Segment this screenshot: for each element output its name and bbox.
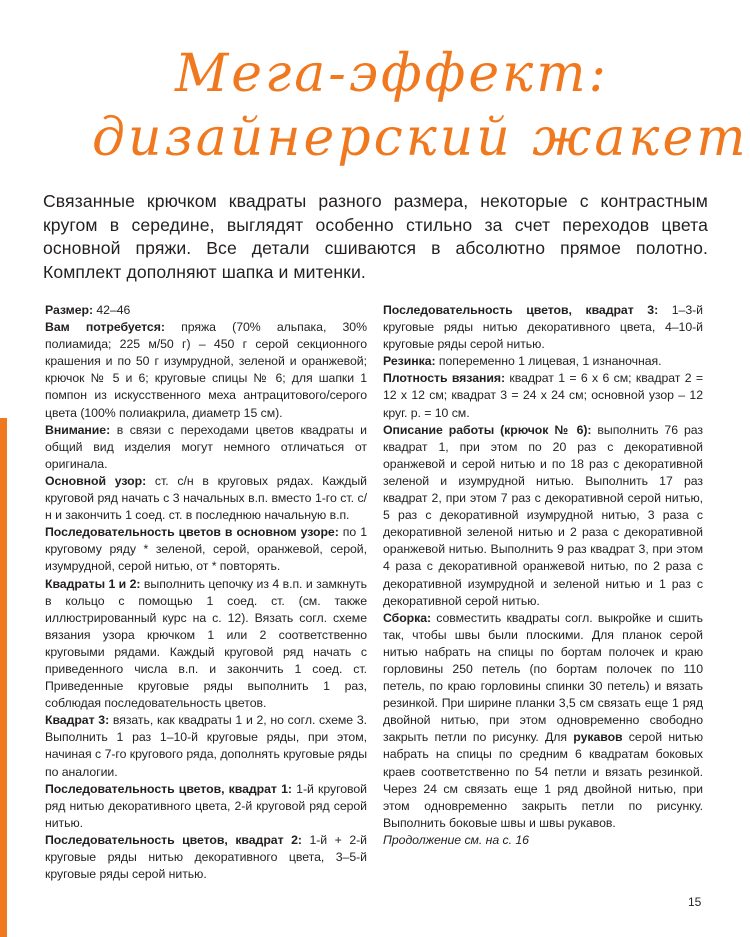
paragraph-label: Вам потребуется: <box>45 320 165 335</box>
paragraph-label: Последовательность цветов, квадрат 3: <box>383 303 659 317</box>
right-column <box>383 302 703 849</box>
paragraph-label: Последовательность цветов в основном узоре: <box>45 525 339 540</box>
squares-1-2-paragraph <box>45 576 367 713</box>
paragraph-text: попеременно 1 лицевая, 1 изнаночная. <box>435 354 662 369</box>
paragraph-text: серой нитью набрать на спицы по средним 6 квадратам боковых краев соответственно по 54 петли и вязать резинкой. Через 24 см связать еще 1 ряд двойной нитью, при этом одновременно закрыть петли по рисунку. Выполнить боковые швы и швы рукавов. <box>383 730 703 830</box>
title-line-1: Мега-эффект: <box>174 44 610 104</box>
left-column <box>45 302 367 883</box>
paragraph-text: выполнить цепочку из 4 в.п. и замкнуть в кольцо с помощью 1 соед. ст. (см. также иллюстрированный курс на с. 12). Вязать согл. схеме вязания узора крючком 1 или 2 соответственно круговыми рядами. Каждый круговой ряд начать с приведенного числа в.п. и закончить 1 соед. ст. Приведенные круговые ряды выполнить 1 раз, соблюдая последовательность цветов. <box>45 576 367 711</box>
paragraph-label: Квадраты 1 и 2: <box>45 576 141 591</box>
paragraph-text: по 1 круговому ряду * зеленой, серой, оранжевой, серой, изумрудной, серой нитью, от * повторять. <box>45 525 367 574</box>
paragraph-text: 1-й + 2-й круговые ряды нитью декоративного цвета, 3–5-й круговые ряды серой нитью. <box>45 832 367 882</box>
paragraph-text: в связи с переходами цветов квадраты и общий вид изделия могут немного отличаться от оригинала. <box>45 422 367 471</box>
paragraph-text: квадрат 1 = 6 х 6 см; квадрат 2 = 12 х 12 см; квадрат 3 = 24 х 24 см; основной узор – 12 круг. р. = 10 см. <box>383 371 703 420</box>
page-number: 15 <box>688 895 702 909</box>
paragraph-label: Квадрат 3: <box>45 713 110 728</box>
paragraph-text: 42–46 <box>93 303 131 317</box>
paragraph-text: совместить квадраты согл. выкройке и сшить так, чтобы швы были плоскими. Для планок серой нитью набрать на спицы по бортам полочек и краю горловины 250 петель (по бортам полочек по 110 петель, по краю горловины спинки 30 петель) и вязать резинкой. При ширине планки 3,5 см связать еще 1 ряд двойной нитью, при этом одновременно свободно закрыть петли по рисунку. Для <box>383 610 703 745</box>
paragraph-text: 1-й круговой ряд нитью декоративного цвета, 2-й круговой ряд серой нитью. <box>45 781 368 830</box>
paragraph-label: Сборка: <box>383 610 432 625</box>
paragraph-label: Внимание: <box>45 422 111 437</box>
paragraph-text: пряжа (70% альпака, 30% полиамида; 225 м/50 г) – 450 г серой секционного крашения и по 50 г изумрудной, зеленой и оранжевой; крючок № 5 и 6; круговые спицы № 6; для шапки 1 помпон из искусственного меха антрацитового/серого цвета (100% полиакрила, диаметр 15 см). <box>45 320 367 420</box>
size-paragraph <box>45 302 367 319</box>
paragraph-text: вязать, как квадраты 1 и 2, но согл. схеме 3. Выполнить 1 раз 1–10-й круговые ряды, при этом, начиная с 7-го кругового ряда, дополнять круговые ряды по аналогии. <box>45 713 367 779</box>
color-sequence-square-3-paragraph <box>383 302 703 353</box>
paragraph-text: ст. с/н в круговых рядах. Каждый круговой ряд начать с 3 начальных в.п. вместо 1-го ст. с/н и закончить 1 соед. ст. в последнюю начальную в.п. <box>45 473 367 523</box>
materials-paragraph <box>45 319 367 422</box>
paragraph-text: 1–3-й круговые ряды нитью декоративного цвета, 4–10-й круговые ряды серой нитью. <box>383 303 703 352</box>
ribbing-paragraph <box>383 353 703 370</box>
sleeves-label: рукавов <box>573 730 623 745</box>
paragraph-label: Резинка: <box>383 354 436 369</box>
intro-paragraph: Связанные крючком квадраты разного размера, некоторые с контрастным кругом в середине, выглядят особенно стильно за счет переходов цвета основной пряжи. Все детали сшиваются в абсолютно прямое полотно. Комплект дополняют шапка и митенки. <box>43 191 708 282</box>
paragraph-label: Последовательность цветов, квадрат 1: <box>45 781 292 796</box>
work-description-paragraph <box>383 422 703 610</box>
page-title <box>92 42 749 170</box>
paragraph-label: Плотность вязания: <box>383 371 506 386</box>
paragraph-label: Описание работы (крючок № 6): <box>383 422 592 437</box>
attention-paragraph <box>45 422 367 473</box>
main-pattern-paragraph <box>45 473 367 524</box>
paragraph-label: Основной узор: <box>45 473 147 488</box>
side-accent-bar <box>0 418 7 937</box>
color-sequence-main-paragraph <box>45 524 367 575</box>
color-sequence-square-1-paragraph <box>45 781 367 832</box>
gauge-paragraph <box>383 370 703 421</box>
square-3-paragraph <box>45 712 367 780</box>
continued-note: Продолжение см. на с. 16 <box>383 832 529 847</box>
paragraph-label: Размер: <box>45 303 94 317</box>
color-sequence-square-2-paragraph <box>45 832 367 883</box>
paragraph-label: Последовательность цветов, квадрат 2: <box>45 832 302 847</box>
title-line-2: дизайнерский жакет <box>92 108 749 168</box>
paragraph-text: выполнить 76 раз квадрат 1, при этом по 20 раз с декоративной оранжевой и серой нитью и по 18 раз с декоративной зеленой и изумрудной нитью. Выполнить 17 раз квадрат 2, при этом 7 раз с декоративной серой нитью, 5 раз с декоративной изумрудной нитью, 3 раза с декоративной зеленой нитью и 2 раза с декоративной оранжевой нитью. Выполнить 9 раз квадрат 3, при этом 4 раза с декоративной оранжевой нитью, по 2 раза с декоративной изумрудной и зеленой нитью и 1 раз с декоративной серой нитью. <box>383 422 703 608</box>
assembly-paragraph <box>383 610 703 832</box>
